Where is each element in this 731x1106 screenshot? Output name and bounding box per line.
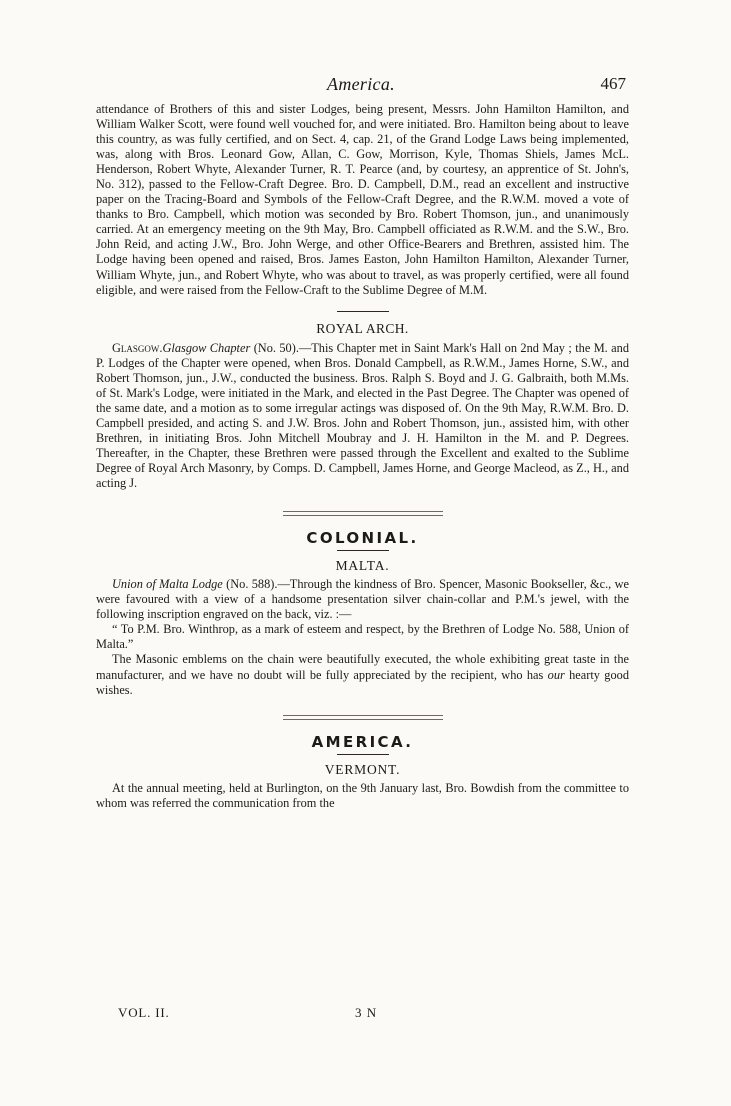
place-name: Glasgow. [112, 340, 163, 355]
volume-label: VOL. II. [118, 1005, 170, 1020]
section-double-rule [283, 715, 443, 720]
signature-mark: 3 N [355, 1005, 378, 1020]
emblems-emphasis: our [547, 667, 565, 682]
malta-heading: MALTA. [335, 558, 390, 574]
malta-text: (No. 588).—Through the kindness of Bro. Spencer, Masonic Bookseller, &c., we were favoured with a view of a handsome presentation silver chain-collar and P.M.'s jewel, with the following inscription engraved on the back, viz. :— [96, 577, 629, 622]
page-number: 467 [600, 74, 626, 93]
royal-arch-heading: ROYAL ARCH. [316, 320, 409, 336]
vermont-paragraph: At the annual meeting, held at Burlington, on the 9th January last, Bro. Bowdish from the committee to whom was referred the communication from the [96, 780, 629, 810]
running-title: America. [327, 74, 395, 94]
spacer [96, 298, 629, 311]
colonial-heading: COLONIAL. [306, 529, 419, 548]
emblems-text-b: hearty good wishes. [96, 667, 629, 697]
section-double-rule [283, 511, 443, 516]
section-rule [337, 550, 389, 551]
article-body [96, 102, 629, 811]
emblems-text-a: The Masonic emblems on the chain were beautifully executed, the whole exhibiting great taste in the manufacturer, and we have no doubt will be fully appreciated by the recipient, who has [96, 652, 629, 682]
vermont-heading: VERMONT. [324, 761, 401, 777]
chapter-name: Glasgow Chapter [162, 340, 251, 355]
america-heading: AMERICA. [311, 732, 414, 751]
section-rule [337, 311, 389, 312]
spacer [96, 698, 629, 715]
page-footer [118, 1005, 618, 1025]
inscription-paragraph: “ To P.M. Bro. Winthrop, as a mark of esteem and respect, by the Brethren of Lodge No. 588, Union of Malta.” [96, 622, 629, 652]
emblems-paragraph [96, 652, 629, 697]
royal-arch-text: (No. 50).—This Chapter met in Saint Mark's Hall on 2nd May ; the M. and P. Lodges of the Chapter were opened, when Bros. Donald Campbell, as R.W.M., James Horne, S.W., and Robert Thomson, jun., J.W., conducted the business. Bros. Ralph S. Boyd and J. G. Galbraith, both M.Ms. of St. Mark's Lodge, were initiated in the Mark, and elected in the Past Degree. The Chapter was opened of the same date, and a motion as to some irregular actings was disposed of. On the 9th May, R.W.M. Bro. D. Campbell presided, and acting S. and J.W. Bros. John and Robert Thomson, jun., assisted him, with other Brethren, in initiating Bros. John Mitchell Moubray and J. H. Hamilton in the M. and P. Degrees. Thereafter, in the Chapter, these Brethren were passed through the Excellent and exalted to the Sublime Degree of Royal Arch Masonry, by Comps. D. Campbell, James Horne, and George Macleod, as Z., H., and acting J. [96, 340, 630, 491]
malta-paragraph [96, 577, 629, 622]
section-rule [337, 754, 389, 755]
spacer [96, 491, 629, 511]
royal-arch-paragraph [96, 341, 629, 491]
running-header [96, 74, 626, 96]
lodge-name: Union of Malta Lodge [112, 577, 223, 592]
lodge-report-paragraph: attendance of Brothers of this and sister Lodges, being present, Messrs. John Hamilton Hamilton, and William Walker Scott, were found well vouched for, and were initiated. Bro. Hamilton being about to leave this country, as was fully certified, and on Sect. 4, cap. 21, of the Grand Lodge Laws being implemented, was, along with Bros. Leonard Gow, Allan, C. Gow, Morrison, Kyle, Thomas Shiels, James McL. Henderson, Robert Whyte, Alexander Turner, R. T. Pearce (and, by courtesy, an apprentice of St. John's, No. 312), passed to the Fellow-Craft Degree. Bro. D. Campbell, D.M., read an excellent and instructive paper on the Tracing-Board and Symbols of the Fellow-Craft Degree, and the R.W.M. moved a vote of thanks to Bro. Campbell, which motion was seconded by Bro. Robert Thomson, jun., and unanimously carried. At an emergency meeting on the 9th May, Bro. Campbell officiated as R.W.M. and the S.W., Bro. John Reid, and acting J.W., Bro. John Werge, and other Office-Bearers and Brethren, assisted him. The Lodge having been opened and raised, Bros. James Easton, John Hamilton Hamilton, Alexander Turner, William Whyte, jun., and Robert Whyte, who was about to travel, as was properly certified, were all found eligible, and were raised from the Fellow-Craft to the Sublime Degree of M.M. [96, 102, 629, 297]
